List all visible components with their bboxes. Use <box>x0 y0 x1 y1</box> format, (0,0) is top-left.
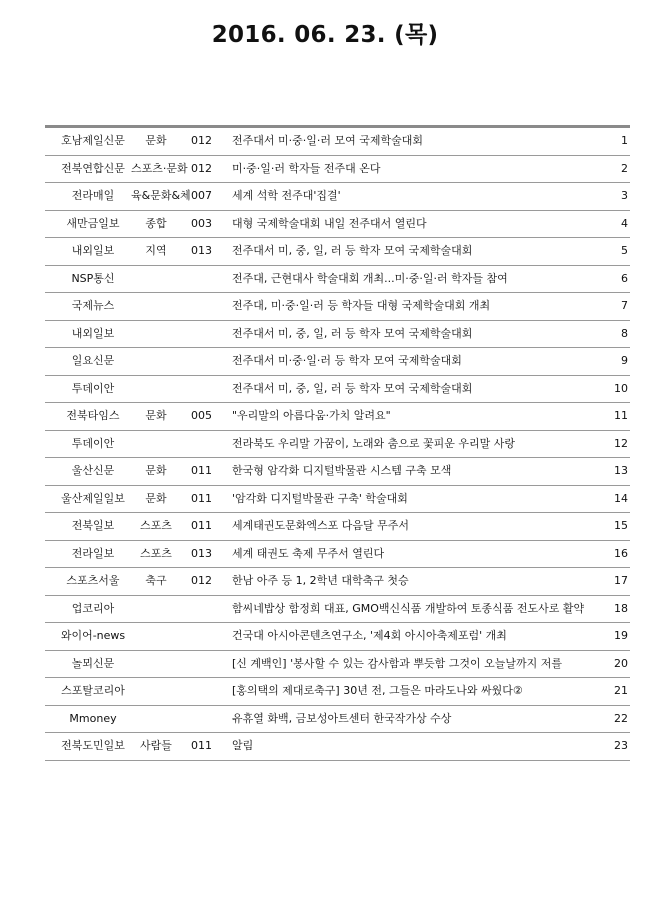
item-number-cell: 19 <box>614 629 628 642</box>
headline-cell: 전주대서 미·중·일·러 등 학자 모여 국제학술대회 <box>232 354 462 367</box>
section-cell: 축구 <box>145 574 167 587</box>
headline-cell: 전주대서 미, 중, 일, 러 등 학자 모여 국제학술대회 <box>232 244 473 257</box>
headline-cell: 한국형 암각화 디지털박물관 시스템 구축 모색 <box>232 464 452 477</box>
publication-cell: 울산신문 <box>71 464 115 477</box>
clipping-table <box>45 128 630 761</box>
page-cell: 012 <box>191 574 212 587</box>
headline-cell: [홍의택의 제대로축구] 30년 전, 그들은 마라도나와 싸웠다② <box>232 684 523 697</box>
item-number-cell: 5 <box>621 244 628 257</box>
publication-cell: 와이어-news <box>60 629 126 642</box>
table-row <box>45 431 630 459</box>
page-cell: 011 <box>191 464 212 477</box>
item-number-cell: 1 <box>621 134 628 147</box>
section-cell: 문화 <box>145 409 167 422</box>
item-number-cell: 21 <box>614 684 628 697</box>
publication-cell: 업코리아 <box>71 601 115 615</box>
publication-cell: 호남제일신문 <box>61 134 125 147</box>
publication-cell: Mmoney <box>69 711 117 725</box>
publication-cell: 전라일보 <box>71 546 115 560</box>
publication-cell: NSP통신 <box>71 271 115 285</box>
item-number-cell: 13 <box>614 464 628 477</box>
table-row <box>45 128 630 156</box>
table-row <box>45 238 630 266</box>
page-cell: 013 <box>191 244 212 257</box>
item-number-cell: 16 <box>614 546 628 560</box>
table-row <box>45 486 630 514</box>
headline-cell: 전주대, 근현대사 학술대회 개최...미·중·일·러 학자들 참여 <box>232 271 508 285</box>
table-row <box>45 321 630 349</box>
headline-cell: 전주대, 미·중·일·러 등 학자들 대형 국제학술대회 개최 <box>232 299 491 312</box>
section-cell: 문화 <box>145 491 167 505</box>
table-row <box>45 623 630 651</box>
headline-cell: [신 계백인] '봉사할 수 있는 감사함과 뿌듯함 그것이 오늘날까지 저를 <box>232 656 562 670</box>
table-row <box>45 183 630 211</box>
item-number-cell: 17 <box>614 574 628 587</box>
item-number-cell: 2 <box>621 161 628 175</box>
publication-cell: 놀뫼신문 <box>71 656 115 670</box>
page-cell: 012 <box>191 161 212 175</box>
page-cell: 012 <box>191 134 212 147</box>
publication-cell: 전북일보 <box>71 519 115 532</box>
section-cell: 문화 <box>145 134 167 147</box>
item-number-cell: 8 <box>621 326 628 340</box>
headline-cell: 건국대 아시아콘텐츠연구소, '제4회 아시아축제포럼' 개최 <box>232 629 507 642</box>
item-number-cell: 4 <box>621 216 628 230</box>
publication-cell: 국제뉴스 <box>71 299 115 312</box>
section-cell: 지역 <box>145 244 167 257</box>
table-row <box>45 568 630 596</box>
table-row <box>45 266 630 294</box>
page-cell: 011 <box>191 739 212 752</box>
item-number-cell: 18 <box>614 601 628 615</box>
item-number-cell: 6 <box>621 271 628 285</box>
table-row <box>45 706 630 734</box>
item-number-cell: 23 <box>614 739 628 752</box>
publication-cell: 내외일보 <box>71 244 115 257</box>
headline-cell: "우리말의 아름다움·가치 알려요" <box>232 409 391 422</box>
section-cell: 문화 <box>145 464 167 477</box>
headline-cell: '암각화 디지털박물관 구축' 학술대회 <box>232 491 408 505</box>
headline-cell: 한남 아주 등 1, 2학년 대학축구 첫승 <box>232 574 409 587</box>
item-number-cell: 10 <box>614 381 628 395</box>
item-number-cell: 11 <box>614 409 628 422</box>
page-cell: 007 <box>191 189 212 202</box>
table-row <box>45 156 630 184</box>
item-number-cell: 20 <box>614 656 628 670</box>
table-row <box>45 293 630 321</box>
item-number-cell: 14 <box>614 491 628 505</box>
table-row <box>45 403 630 431</box>
table-row <box>45 211 630 239</box>
publication-cell: 스포탈코리아 <box>61 684 125 697</box>
item-number-cell: 7 <box>621 299 628 312</box>
section-cell: 스포츠 <box>140 546 172 560</box>
headline-cell: 전주대서 미, 중, 일, 러 등 학자 모여 국제학술대회 <box>232 381 473 395</box>
table-row <box>45 651 630 679</box>
section-cell: 육&문화&체 <box>131 189 191 202</box>
table-row <box>45 541 630 569</box>
publication-cell: 전북타임스 <box>66 409 120 422</box>
publication-cell: 울산제일일보 <box>61 491 125 505</box>
publication-cell: 투데이안 <box>71 436 115 450</box>
headline-cell: 미·중·일·러 학자들 전주대 온다 <box>232 161 381 175</box>
item-number-cell: 12 <box>614 436 628 450</box>
item-number-cell: 3 <box>621 189 628 202</box>
headline-cell: 유휴열 화백, 금보성아트센터 한국작가상 수상 <box>232 711 452 725</box>
page-cell: 011 <box>191 491 212 505</box>
section-cell: 스포츠·문화 <box>131 161 188 175</box>
item-number-cell: 15 <box>614 519 628 532</box>
page-cell: 005 <box>191 409 212 422</box>
table-row <box>45 596 630 624</box>
section-cell: 스포츠 <box>140 519 172 532</box>
headline-cell: 대형 국제학술대회 내일 전주대서 열린다 <box>232 216 427 230</box>
publication-cell: 전라매일 <box>71 189 115 202</box>
headline-cell: 전주대서 미·중·일·러 모여 국제학술대회 <box>232 134 423 147</box>
headline-cell: 세계 태권도 축제 무주서 열린다 <box>232 546 385 560</box>
item-number-cell: 22 <box>614 711 628 725</box>
headline-cell: 전주대서 미, 중, 일, 러 등 학자 모여 국제학술대회 <box>232 326 473 340</box>
headline-cell: 알림 <box>232 739 254 752</box>
headline-cell: 세계 석학 전주대'집결' <box>232 189 341 202</box>
publication-cell: 새만금일보 <box>66 216 120 230</box>
table-row <box>45 376 630 404</box>
publication-cell: 전북연합신문 <box>61 161 125 175</box>
table-row <box>45 678 630 706</box>
publication-cell: 전북도민일보 <box>61 739 125 752</box>
table-row <box>45 513 630 541</box>
table-row <box>45 348 630 376</box>
page-cell: 003 <box>191 216 212 230</box>
publication-cell: 스포츠서울 <box>66 574 120 587</box>
table-row <box>45 733 630 761</box>
page-title: 2016. 06. 23. (목) <box>211 22 439 48</box>
section-cell: 사람들 <box>140 739 172 752</box>
item-number-cell: 9 <box>621 354 628 367</box>
table-row <box>45 458 630 486</box>
headline-cell: 세계태권도문화엑스포 다음달 무주서 <box>232 519 410 532</box>
publication-cell: 일요신문 <box>71 354 115 367</box>
headline-cell: 함씨네밥상 함정희 대표, GMO백신식품 개발하여 토종식품 전도사로 활약 <box>232 601 585 615</box>
page-cell: 011 <box>191 519 212 532</box>
section-cell: 종합 <box>145 216 167 230</box>
headline-cell: 전라북도 우리말 가꿈이, 노래와 춤으로 꽃피운 우리말 사랑 <box>232 436 515 450</box>
publication-cell: 내외일보 <box>71 326 115 340</box>
page-cell: 013 <box>191 546 212 560</box>
publication-cell: 투데이안 <box>71 381 115 395</box>
